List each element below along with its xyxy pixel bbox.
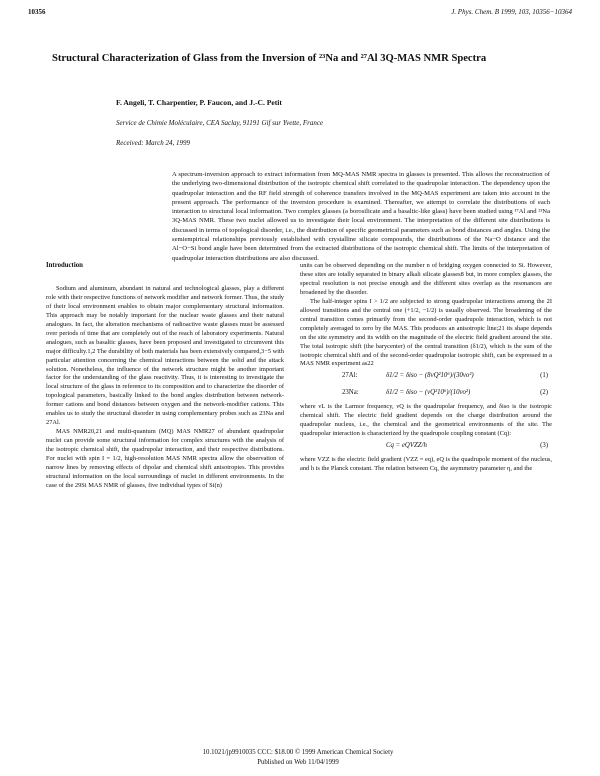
- paragraph: MAS NMR20,21 and multi-quantum (MQ) MAS NMR27 of abundant quadrupolar nuclei can provide some structural information for complex structures with the analysis of the isotropic chemical shift, the quadrupolar interaction, and their respective distributions. For nuclei with spin I = 1/2, high-resolution MAS NMR spectra allow the observation of narrow lines by removing effects of dipolar and chemical shift anisotropies. This provides structural information on the local surroundings of nuclei in different environments. In the case of the 29Si MAS NMR of glasses, five individual types of Si(n): [46, 428, 284, 489]
- section-heading: Introduction: [46, 262, 83, 269]
- received-date: Received: March 24, 1999: [116, 139, 190, 147]
- authors: F. Angeli, T. Charpentier, P. Faucon, and J.-C. Petit: [116, 98, 282, 107]
- paragraph: where νL is the Larmor frequency, νQ is the quadrupolar frequency, and δiso is the isotropic chemical shift. The electric field gradient depends on the charge distribution around the quadrupolar nucleus, i.e., the chemical and the geometrical environments of the site. The quadrupolar interaction is characterized by the quadrupole coupling constant (Cq):: [300, 403, 552, 438]
- equation-body: δ1/2 = δiso − (8νQ²10⁶)/(30νo²): [386, 372, 474, 380]
- page-number: 10356: [28, 8, 46, 16]
- equation-body: Cq = eQVZZ/h: [386, 442, 427, 450]
- equation-1: [300, 369, 552, 386]
- abstract: A spectrum-inversion approach to extract information from MQ-MAS NMR spectra in glasses is presented. This allows the reconstruction of the underlying two-dimensional distribution of the isotropic chemical shift correlated to the quadrupolar interaction. The dependency upon the quadrupolar interaction and the RF field strength of coherence transfers involved in the MQ-MAS experiment are taken into account in the present approach. The performance of the inversion procedure is examined. Thereafter, we attempt to correlate the distributions of each interaction to structural local information. Two complex glasses (a borosilicate and a basaltic-like glass) have been studied using ¹⁷Al and ²³Na 3Q-MAS NMR. These two nuclei allowed us to investigate their local environment. The interpretation of the different site distributions is discussed in terms of topological disorder, i.e., the distribution of specific geometrical parameters such as bond distances and angles. Using the semiempirical relationships previously established with crystalline silicate compounds, the distributions of the Na−O distance and the Al−O−Si bond angle have been determined from the extracted distributions of the isotropic chemical shift. The limits of the interpretation of quadrupolar interaction distributions are also discussed.: [172, 171, 550, 262]
- published-line: Published on Web 11/04/1999: [257, 759, 339, 766]
- left-column: [46, 262, 284, 491]
- right-column: [300, 262, 552, 474]
- doi-line: 10.1021/jp9910035 CCC: $18.00 © 1999 American Chemical Society: [202, 749, 394, 756]
- equation-2: [300, 386, 552, 403]
- paragraph: where VZZ is the electric field gradient (VZZ = eq), eQ is the quadrupole moment of the nucleus, and h is the Planck constant. The relation between Cq, the asymmetry parameter η, and the: [300, 456, 552, 473]
- paper-title: Structural Characterization of Glass from the Inversion of ²³Na and ²⁷Al 3Q-MAS NMR Spectra: [52, 53, 487, 64]
- equation-number: (3): [540, 442, 548, 450]
- page-header: [28, 8, 572, 22]
- affiliation: Service de Chimie Moléculaire, CEA Saclay, 91191 Gif sur Yvette, France: [116, 119, 324, 127]
- equation-label: 27Al:: [342, 372, 358, 380]
- equation-number: (1): [540, 372, 548, 380]
- equation-label: 23Na:: [342, 389, 359, 397]
- paragraph: The half-integer spins I > 1/2 are subjected to strong quadrupolar interactions among the 2I allowed transitions and the central one (+1/2, −1/2) is usually observed. The broadening of the central transition comes primarily from the second-order quadrupole interaction, which is not completely averaged to zero by the MAS. This produces an anisotropic line;21 its shape depends on the site symmetry and its width on the magnitude of the electric field gradient around the site. The total isotropic shift (the barycenter) of the central transition (δ1/2), which is the sum of the isotropic chemical shift and of the second-order quadrupolar isotropic shift, can be expressed in a MAS NMR experiment as22: [300, 297, 552, 368]
- equation-body: δ1/2 = δiso − (νQ²10⁶)/(10νo²): [386, 389, 471, 397]
- paragraph: units can be observed depending on the number n of bridging oxygen connected to Si. However, these sites are totally separated in binary alkali silicate glasses8 but, in more complex glasses, the spectral resolution is not precise enough and the different sites overlap as the resonances are broadened by the disorder.: [300, 262, 552, 296]
- journal-citation: J. Phys. Chem. B 1999, 103, 10356−10364: [451, 8, 572, 16]
- equation-number: (2): [540, 389, 548, 397]
- paragraph: Sodium and aluminum, abundant in natural and technological glasses, play a different role with their respective functions of network modifier and network former. Thus, the study of their local environment enables to obtain major complementary structural information. This approach may be notably important for the nuclear waste glasses and their natural analogues. In fact, the alteration mechanisms of radioactive waste glasses must be assessed over periods of time that are completely out of the reach of laboratory experiments. Natural analogues, such as basaltic glasses, have been proposed and investigated to circumvent this major difficulty.1,2 The durability of both materials has been extensively compared,3−5 with particular attention concerning the chemical interactions between the solid and the attack solution. Nonetheless, the influence of the network structure might be another important factor for the understanding of the glass reactivity. Thus, it is interesting to investigate the local structure of the glass in reference to its composition and to characterize the disorder of topological parameters, basically linked to the bond angles distribution between network-former cations and bond distances between oxygen and the network-modifier cations. This enables us to study the structural disorder in using complementary probes such as 23Na and 27Al.: [46, 284, 284, 427]
- equation-3: [300, 439, 552, 456]
